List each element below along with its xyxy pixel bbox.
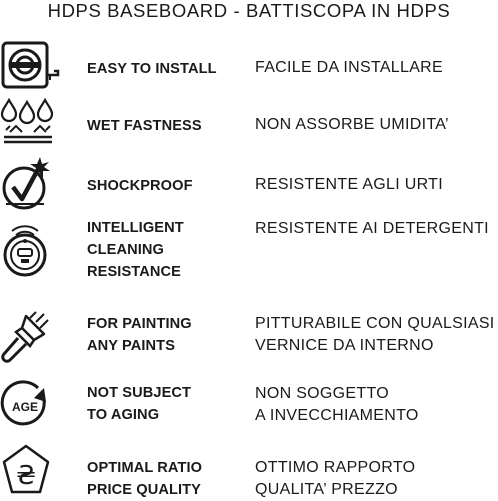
feature-en-label: WET FASTNESS xyxy=(87,118,202,134)
feature-en-label: FOR PAINTING ANY PAINTS xyxy=(87,316,192,354)
feature-it-label: RESISTENTE AI DETERGENTI xyxy=(255,220,489,237)
feature-it-label: OTTIMO RAPPORTO QUALITA’ PREZZO xyxy=(255,459,416,498)
feature-en-label: NOT SUBJECT TO AGING xyxy=(87,385,192,423)
tape-measure-icon xyxy=(0,40,52,92)
feature-it-label: FACILE DA INSTALLARE xyxy=(255,59,443,76)
shockproof-icon xyxy=(0,157,52,209)
paint-brush-icon xyxy=(0,310,52,362)
feature-en-label: EASY TO INSTALL xyxy=(87,61,217,77)
price-badge-icon-text: ₴ xyxy=(15,461,37,491)
age-icon-text: AGE xyxy=(11,400,39,414)
feature-en-label: SHOCKPROOF xyxy=(87,178,193,194)
feature-it-label: RESISTENTE AGLI URTI xyxy=(255,176,443,193)
feature-it-label: NON SOGGETTO A INVECCHIAMENTO xyxy=(255,385,419,424)
price-badge-icon xyxy=(0,444,52,496)
age-icon xyxy=(0,378,52,430)
page-title: HDPS BASEBOARD - BATTISCOPA IN HDPS xyxy=(47,0,451,21)
feature-en-label: OPTIMAL RATIO PRICE QUALITY xyxy=(87,460,203,498)
robot-vacuum-icon xyxy=(0,219,52,271)
water-drops-icon xyxy=(0,96,52,148)
feature-en-label: INTELLIGENT CLEANING RESISTANCE xyxy=(87,220,184,280)
feature-it-label: PITTURABILE CON QUALSIASI VERNICE DA INTERNO xyxy=(255,315,495,354)
feature-it-label: NON ASSORBE UMIDITA’ xyxy=(255,116,449,133)
